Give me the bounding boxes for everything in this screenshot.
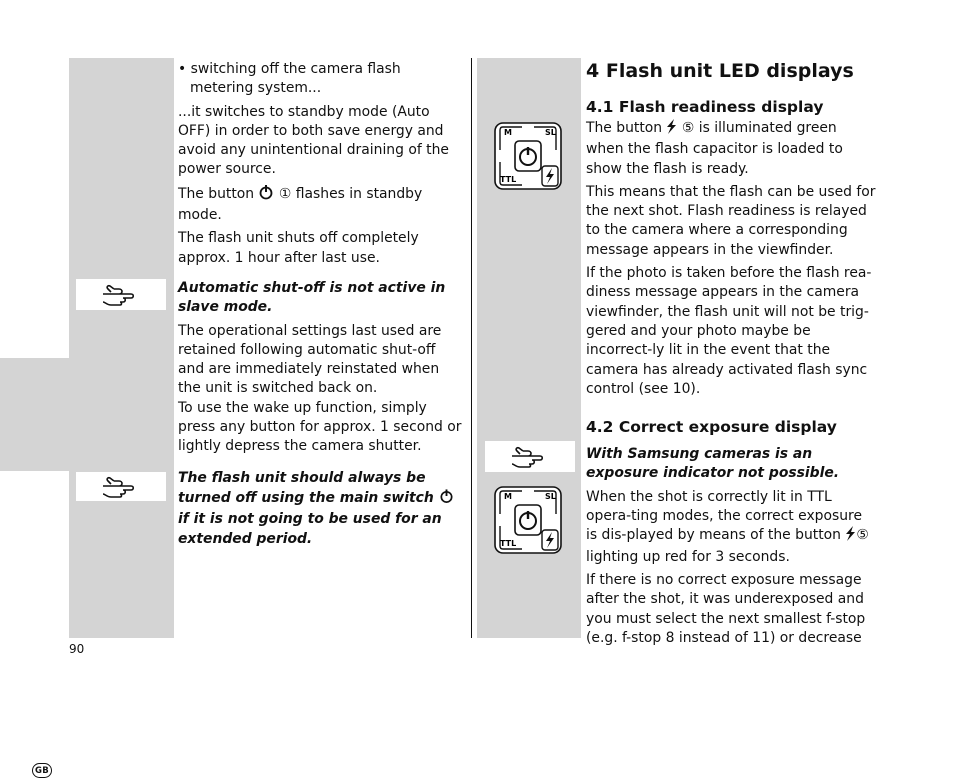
button-ref-5: ⑤ <box>681 120 695 136</box>
paragraph: If there is no correct exposure message after the shot, it was underexposed and you must select the next smallest f-stop (e.g. f-stop 8 instead of 11) or decrease <box>586 571 866 646</box>
language-tab <box>0 358 69 776</box>
note-text: With Samsung cameras is an exposure indicator not possible. <box>586 446 840 482</box>
power-icon <box>439 488 454 510</box>
paragraph: This means that the flash can be used for the next shot. Flash readiness is relayed to the camera where a corresponding message appears in the viewfinder. <box>586 183 876 258</box>
subsection-heading: 4.1 Flash readiness display <box>586 98 824 116</box>
control-panel-diagram <box>494 486 562 554</box>
paragraph: To use the wake up function, simply press any button for approx. 1 second or lightly depress the camera shutter. <box>178 399 462 455</box>
left-text-column <box>178 60 466 549</box>
note-text: The flash unit should always be turned off using the main switch if it is not going to be used for an extended period. <box>178 469 466 549</box>
flash-icon <box>845 526 856 547</box>
language-badge: GB <box>32 763 52 778</box>
column-divider <box>471 58 472 638</box>
page-number: 90 <box>69 642 85 656</box>
button-ref-1: ① <box>278 185 292 202</box>
mode-ttl-label: TTL <box>500 539 517 548</box>
mode-sl-label: SL <box>545 128 556 137</box>
power-icon <box>258 184 274 206</box>
paragraph: The button ⑤ is illuminated green when the flash capacitor is loaded to show the flash is ready. <box>586 120 843 177</box>
paragraph: If the photo is taken before the flash rea-diness message appears in the camera viewfinder, the flash unit will not be trig-gered and your photo maybe be incorrect-ly lit in the event that the camera has already activated flash sync control (see 10). <box>586 265 872 397</box>
note-hand-icon <box>485 441 575 472</box>
mode-m-label: M <box>504 492 512 501</box>
paragraph: The flash unit shuts off completely approx. 1 hour after last use. <box>178 230 419 266</box>
paragraph: The operational settings last used are retained following automatic shut-off and are immediately reinstated when the unit is switched back on. <box>178 322 442 397</box>
mode-sl-label: SL <box>545 492 556 501</box>
note-hand-icon <box>76 472 166 501</box>
paragraph: ...it switches to standby mode (Auto OFF) in order to both save energy and avoid any unintentional draining of the power source. <box>178 103 449 178</box>
mode-m-label: M <box>504 128 512 137</box>
note-hand-icon <box>76 279 166 310</box>
bullet-item: • switching off the camera flash metering system... <box>178 61 401 97</box>
paragraph: When the shot is correctly lit in TTL opera-ting modes, the correct exposure is dis-played by means of the button ⑤ lighting up red for 3 seconds. <box>586 488 869 565</box>
subsection-heading: 4.2 Correct exposure display <box>586 418 837 437</box>
left-margin-strip <box>69 58 174 638</box>
button-ref-5: ⑤ <box>856 527 869 544</box>
paragraph: The button ① flashes in standby mode. <box>178 185 423 224</box>
flash-icon <box>666 119 677 140</box>
section-heading: 4 Flash unit LED displays <box>586 60 854 82</box>
control-panel-diagram <box>494 122 562 190</box>
note-text: Automatic shut-off is not active in slave mode. <box>178 279 446 316</box>
mode-ttl-label: TTL <box>500 175 517 184</box>
right-text-column <box>586 59 876 648</box>
